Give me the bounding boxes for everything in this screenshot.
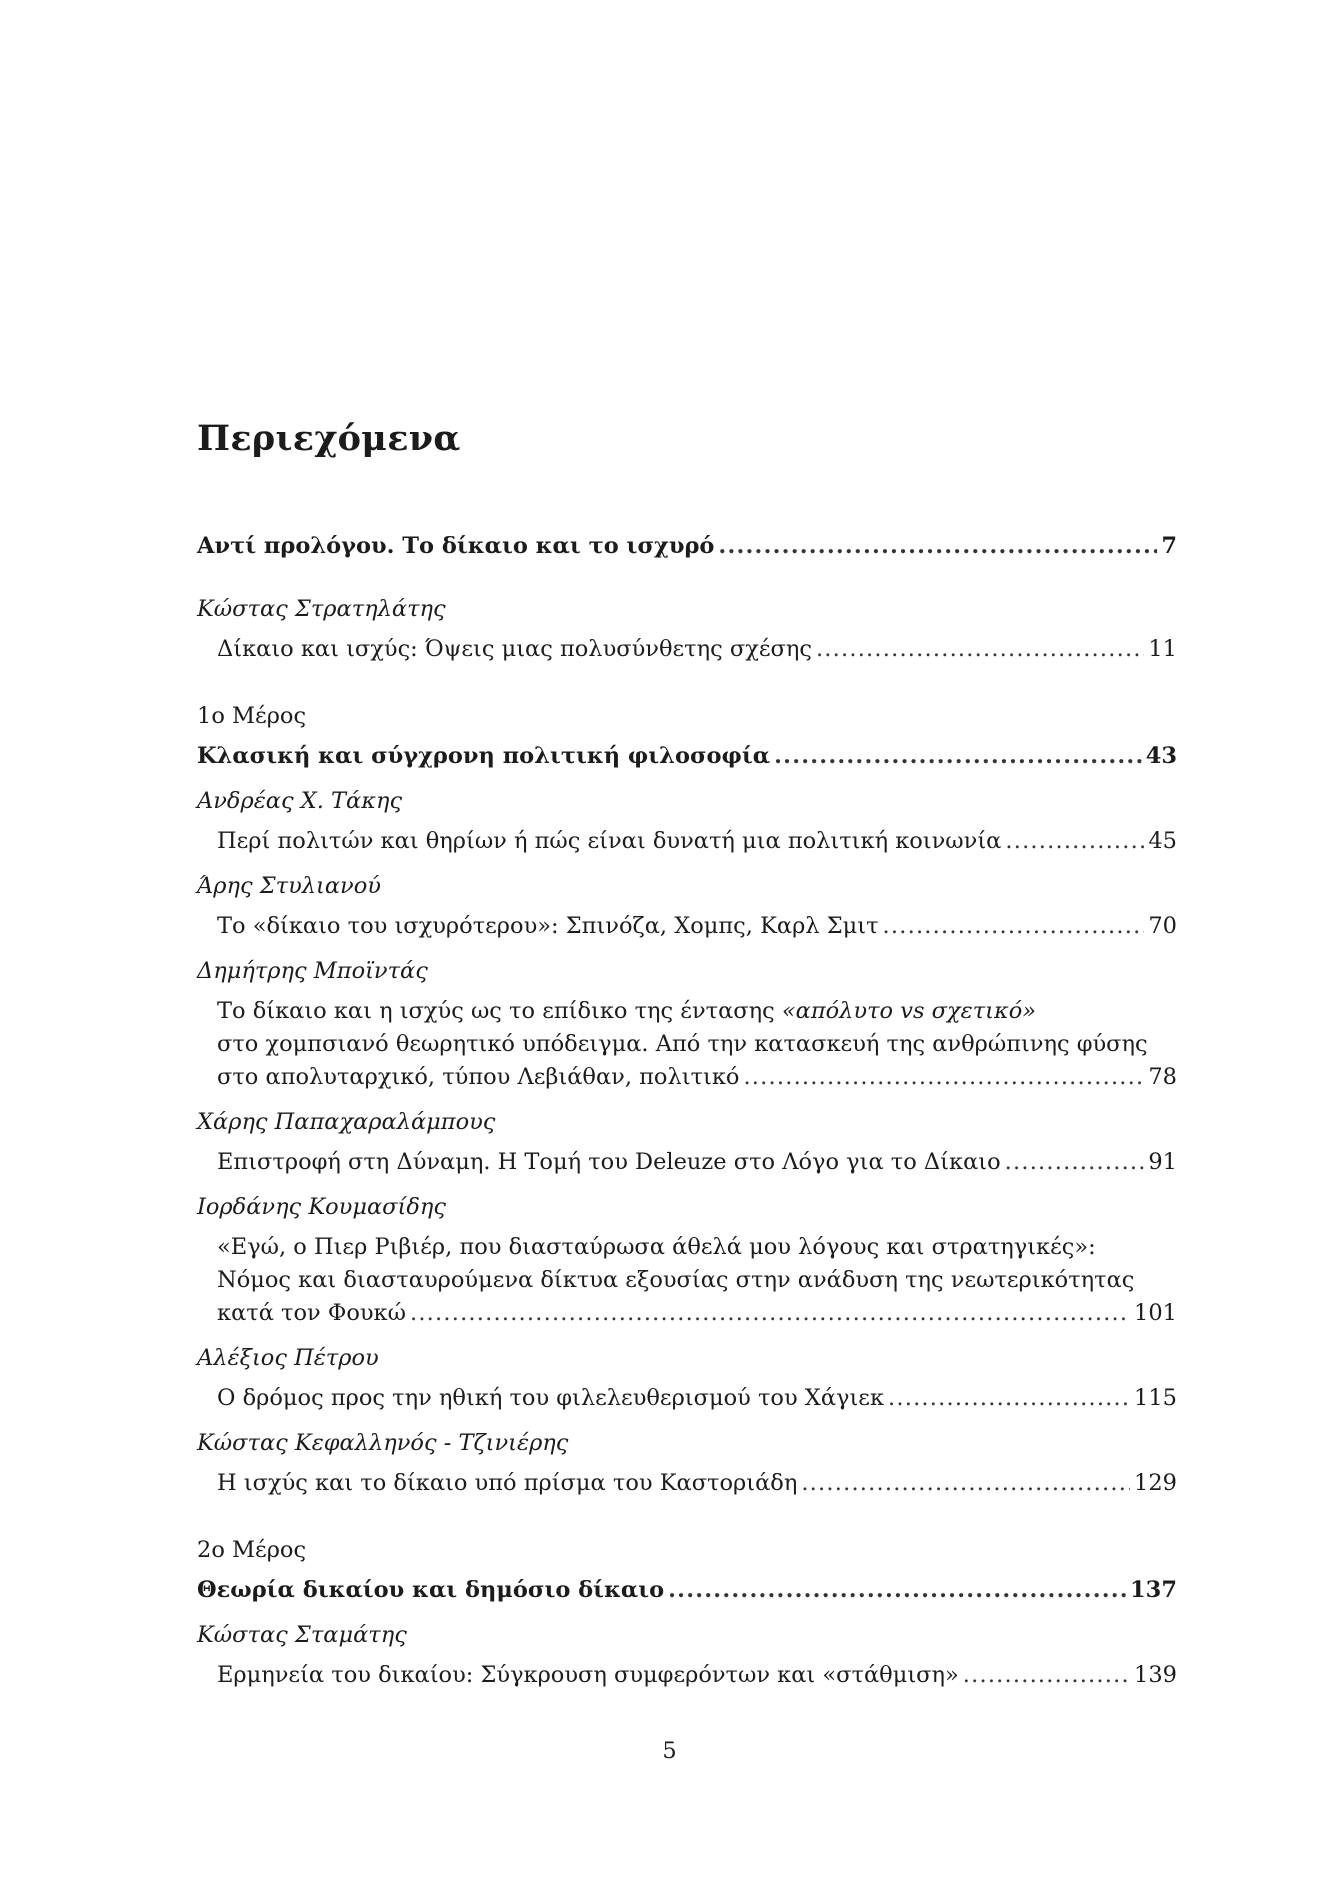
toc-entry[interactable]	[197, 1467, 1177, 1500]
toc-entry-title: Δίκαιο και ισχύς: Όψεις μιας πολυσύνθετης σχέσης	[217, 636, 812, 662]
dot-leader	[410, 1297, 1130, 1330]
toc-author: Κώστας Κεφαλληνός - Τζινιέρης	[197, 1430, 569, 1456]
toc-author: Ανδρέας Χ. Τάκης	[197, 788, 403, 814]
toc-page-number: 91	[1148, 1149, 1177, 1175]
toc-page-number: 11	[1148, 636, 1177, 662]
toc-entry-text: Το δίκαιο και η ισχύς ως το επίδικο της έντασης	[217, 998, 782, 1024]
toc-entry[interactable]	[197, 1061, 1177, 1094]
toc-entry-emphasis: «απόλυτο vs σχετικό»	[781, 998, 1037, 1024]
toc-page-number: 129	[1134, 1470, 1177, 1496]
part-label: 1ο Μέρος	[197, 703, 307, 729]
toc-page-number: 139	[1134, 1662, 1177, 1688]
dot-leader	[718, 530, 1157, 563]
toc-entry-title: Αντί προλόγου. Το δίκαιο και το ισχυρό	[197, 533, 715, 559]
toc-entry-line: Νόμος και διασταυρούμενα δίκτυα εξουσίας στην ανάδυση της νεωτερικότητας	[217, 1267, 1135, 1293]
toc-page-number: 78	[1148, 1064, 1177, 1090]
toc-entry-title: Το «δίκαιο του ισχυρότερου»: Σπινόζα, Χομπς, Καρλ Σμιτ	[217, 913, 879, 939]
toc-entry[interactable]	[197, 825, 1177, 858]
dot-leader	[888, 1382, 1130, 1415]
dot-leader	[1005, 825, 1144, 858]
toc-entry-title: Κλασική και σύγχρονη πολιτική φιλοσοφία	[197, 743, 771, 769]
toc-entry-title: Περί πολιτών και θηρίων ή πώς είναι δυνατή μια πολιτική κοινωνία	[217, 828, 1002, 854]
toc-page-number: 45	[1148, 828, 1177, 854]
toc-page-number: 115	[1134, 1385, 1177, 1411]
toc-entry-title: Η ισχύς και το δίκαιο υπό πρίσμα του Καστοριάδη	[217, 1470, 798, 1496]
dot-leader	[963, 1659, 1130, 1692]
toc-entry[interactable]	[197, 633, 1177, 666]
toc-entry[interactable]	[197, 1146, 1177, 1179]
dot-leader	[743, 1061, 1144, 1094]
toc-entry[interactable]	[197, 910, 1177, 943]
toc-author: Αλέξιος Πέτρου	[197, 1345, 379, 1371]
toc-page-number: 101	[1134, 1300, 1177, 1326]
toc-entry-title: Θεωρία δικαίου και δημόσιο δίκαιο	[197, 1577, 665, 1603]
toc-entry[interactable]	[197, 1297, 1177, 1330]
table-of-contents	[197, 530, 1177, 1692]
toc-entry-title: κατά τον Φουκώ	[217, 1300, 406, 1326]
dot-leader	[774, 740, 1142, 773]
page-footer-number: 5	[662, 1738, 677, 1764]
toc-author: Ιορδάνης Κουμασίδης	[197, 1194, 446, 1220]
toc-page-number: 137	[1130, 1577, 1177, 1603]
toc-entry-line: στο χομπσιανό θεωρητικό υπόδειγμα. Από την κατασκευή της ανθρώπινης φύσης	[217, 1031, 1148, 1057]
dot-leader	[1005, 1146, 1145, 1179]
part-label: 2ο Μέρος	[197, 1537, 307, 1563]
dot-leader	[801, 1467, 1130, 1500]
toc-entry[interactable]	[197, 1659, 1177, 1692]
toc-author: Δημήτρης Μποϊντάς	[197, 958, 428, 984]
dot-leader	[816, 633, 1144, 666]
toc-part-heading[interactable]	[197, 740, 1177, 773]
toc-part-heading[interactable]	[197, 1574, 1177, 1607]
toc-page-number: 7	[1161, 533, 1177, 559]
toc-entry[interactable]	[197, 1382, 1177, 1415]
toc-entry-title: Ο δρόμος προς την ηθική του φιλελευθερισμού του Χάγιεκ	[217, 1385, 885, 1411]
toc-entry-line	[197, 995, 1177, 1028]
dot-leader	[668, 1574, 1126, 1607]
dot-leader	[883, 910, 1145, 943]
toc-entry-line: «Εγώ, ο Πιερ Ριβιέρ, που διασταύρωσα άθελά μου λόγους και στρατηγικές»:	[217, 1234, 1096, 1260]
toc-page-number: 70	[1148, 913, 1177, 939]
toc-author: Κώστας Σταμάτης	[197, 1622, 407, 1648]
toc-author: Χάρης Παπαχαραλάμπους	[197, 1109, 496, 1135]
toc-author: Κώστας Στρατηλάτης	[197, 596, 446, 622]
toc-entry-preface[interactable]	[197, 530, 1177, 563]
toc-author: Άρης Στυλιανού	[197, 873, 381, 899]
toc-entry-title: στο απολυταρχικό, τύπου Λεβιάθαν, πολιτικό	[217, 1064, 740, 1090]
toc-page-number: 43	[1145, 743, 1177, 769]
toc-entry-title: Επιστροφή στη Δύναμη. Η Τομή του Deleuze στο Λόγο για το Δίκαιο	[217, 1149, 1001, 1175]
page-title: Περιεχόμενα	[197, 418, 461, 459]
toc-entry-title: Ερμηνεία του δικαίου: Σύγκρουση συμφερόντων και «στάθμιση»	[217, 1662, 959, 1688]
